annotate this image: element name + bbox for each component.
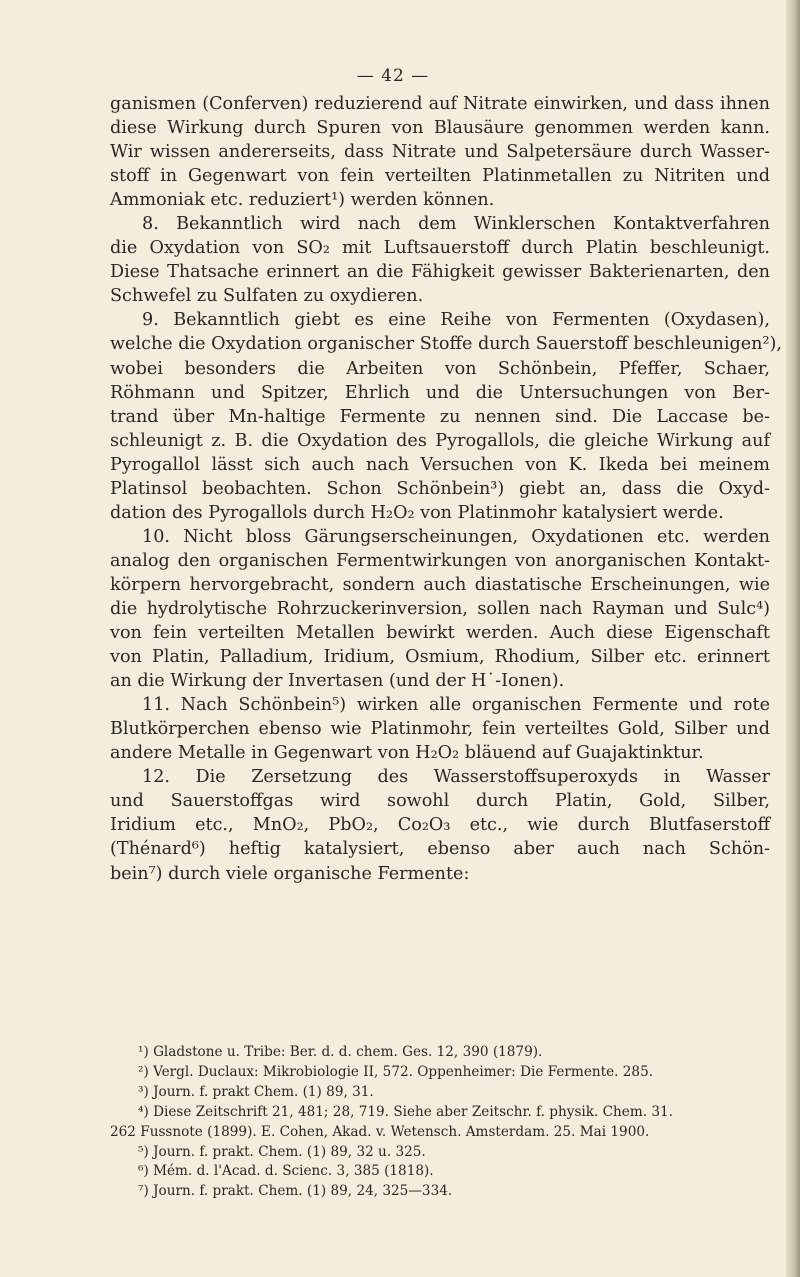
text-line: 10. Nicht bloss Gärungserscheinungen, Oxydationen etc. werden — [142, 526, 770, 547]
text-line: und Sauerstoffgas wird sowohl durch Platin, Gold, Silber, — [110, 791, 770, 812]
text-line: von fein verteilten Metallen bewirkt werden. Auch diese Eigenschaft — [110, 623, 770, 644]
text-line: Ammoniak etc. reduziert¹) werden können. — [110, 190, 495, 211]
footnote: ¹) Gladstone u. Tribe: Ber. d. d. chem. Ges. 12, 390 (1879). — [138, 1044, 543, 1060]
text-line: Diese Thatsache erinnert an die Fähigkeit gewisser Bakterienarten, den — [110, 262, 770, 283]
page-number: — 42 — — [356, 66, 430, 86]
text-line: bein⁷) durch viele organische Fermente: — [110, 863, 470, 884]
text-line: diese Wirkung durch Spuren von Blausäure genommen werden kann. — [110, 118, 770, 139]
text-line: dation des Pyrogallols durch H₂O₂ von Platinmohr katalysiert werde. — [110, 502, 724, 523]
footnote: 262 Fussnote (1899). E. Cohen, Akad. v. Wetensch. Amsterdam. 25. Mai 1900. — [110, 1123, 650, 1140]
footnote: ³) Journ. f. prakt Chem. (1) 89, 31. — [138, 1083, 374, 1100]
text-line: die hydrolytische Rohrzuckerinversion, sollen nach Rayman und Sulc⁴) — [110, 598, 770, 619]
body-text — [110, 92, 782, 886]
text-line: stoff in Gegenwart von fein verteilten Platinmetallen zu Nitriten und — [110, 166, 770, 187]
footnote: ⁵) Journ. f. prakt. Chem. (1) 89, 32 u. 325. — [138, 1143, 426, 1160]
text-line: 11. Nach Schönbein⁵) wirken alle organischen Fermente und rote — [142, 695, 770, 716]
footnote: ⁷) Journ. f. prakt. Chem. (1) 89, 24, 325—334. — [138, 1183, 453, 1200]
text-line: Wir wissen andererseits, dass Nitrate und Salpetersäure durch Wasser- — [110, 142, 770, 163]
page-edge — [786, 0, 800, 1277]
text-line: andere Metalle in Gegenwart von H₂O₂ bläuend auf Guajaktinktur. — [110, 743, 704, 764]
text-line: Schwefel zu Sulfaten zu oxydieren. — [110, 286, 424, 307]
text-line: Platinsol beobachten. Schon Schönbein³) giebt an, dass die Oxyd- — [110, 478, 770, 499]
footnote: ²) Vergl. Duclaux: Mikrobiologie II, 572. Oppenheimer: Die Fermente. 285. — [138, 1063, 654, 1080]
text-line: trand über Mn-haltige Fermente zu nennen sind. Die Laccase be- — [110, 406, 770, 427]
text-line: wobei besonders die Arbeiten von Schönbein, Pfeffer, Schaer, — [110, 358, 770, 379]
text-line: Blutkörperchen ebenso wie Platinmohr, fein verteiltes Gold, Silber und — [110, 719, 770, 740]
text-line: schleunigt z. B. die Oxydation des Pyrogallols, die gleiche Wirkung auf — [110, 430, 770, 451]
text-line: ganismen (Conferven) reduzierend auf Nitrate einwirken, und dass ihnen — [110, 94, 770, 114]
footnote: ⁴) Diese Zeitschrift 21, 481; 28, 719. Siehe aber Zeitschr. f. physik. Chem. 31. — [138, 1103, 673, 1120]
footnote: ⁶) Mém. d. l'Acad. d. Scienc. 3, 385 (1818). — [138, 1163, 434, 1180]
text-line: von Platin, Palladium, Iridium, Osmium, Rhodium, Silber etc. erinnert — [110, 647, 770, 668]
text-line: 12. Die Zersetzung des Wasserstoffsuperoxyds in Wasser — [142, 767, 770, 788]
text-line: (Thénard⁶) heftig katalysiert, ebenso aber auch nach Schön- — [110, 839, 770, 860]
text-line: an die Wirkung der Invertasen (und der H˙-Ionen). — [110, 671, 565, 692]
text-line: 9. Bekanntlich giebt es eine Reihe von Fermenten (Oxydasen), — [142, 310, 770, 331]
text-line: welche die Oxydation organischer Stoffe durch Sauerstoff beschleunigen²), — [110, 334, 782, 355]
footnotes — [110, 1043, 770, 1202]
text-line: körpern hervorgebracht, sondern auch diastatische Erscheinungen, wie — [110, 574, 770, 595]
text-line: Röhmann und Spitzer, Ehrlich und die Untersuchungen von Ber- — [110, 382, 770, 403]
text-line: die Oxydation von SO₂ mit Luftsauerstoff durch Platin beschleunigt. — [110, 238, 770, 259]
text-line: Pyrogallol lässt sich auch nach Versuchen von K. Ikeda bei meinem — [110, 454, 770, 475]
text-line: analog den organischen Fermentwirkungen von anorganischen Kontakt- — [110, 550, 770, 571]
text-line: Iridium etc., MnO₂, PbO₂, Co₂O₃ etc., wie durch Blutfaserstoff — [110, 815, 770, 836]
text-line: 8. Bekanntlich wird nach dem Winklerschen Kontaktverfahren — [142, 214, 770, 235]
